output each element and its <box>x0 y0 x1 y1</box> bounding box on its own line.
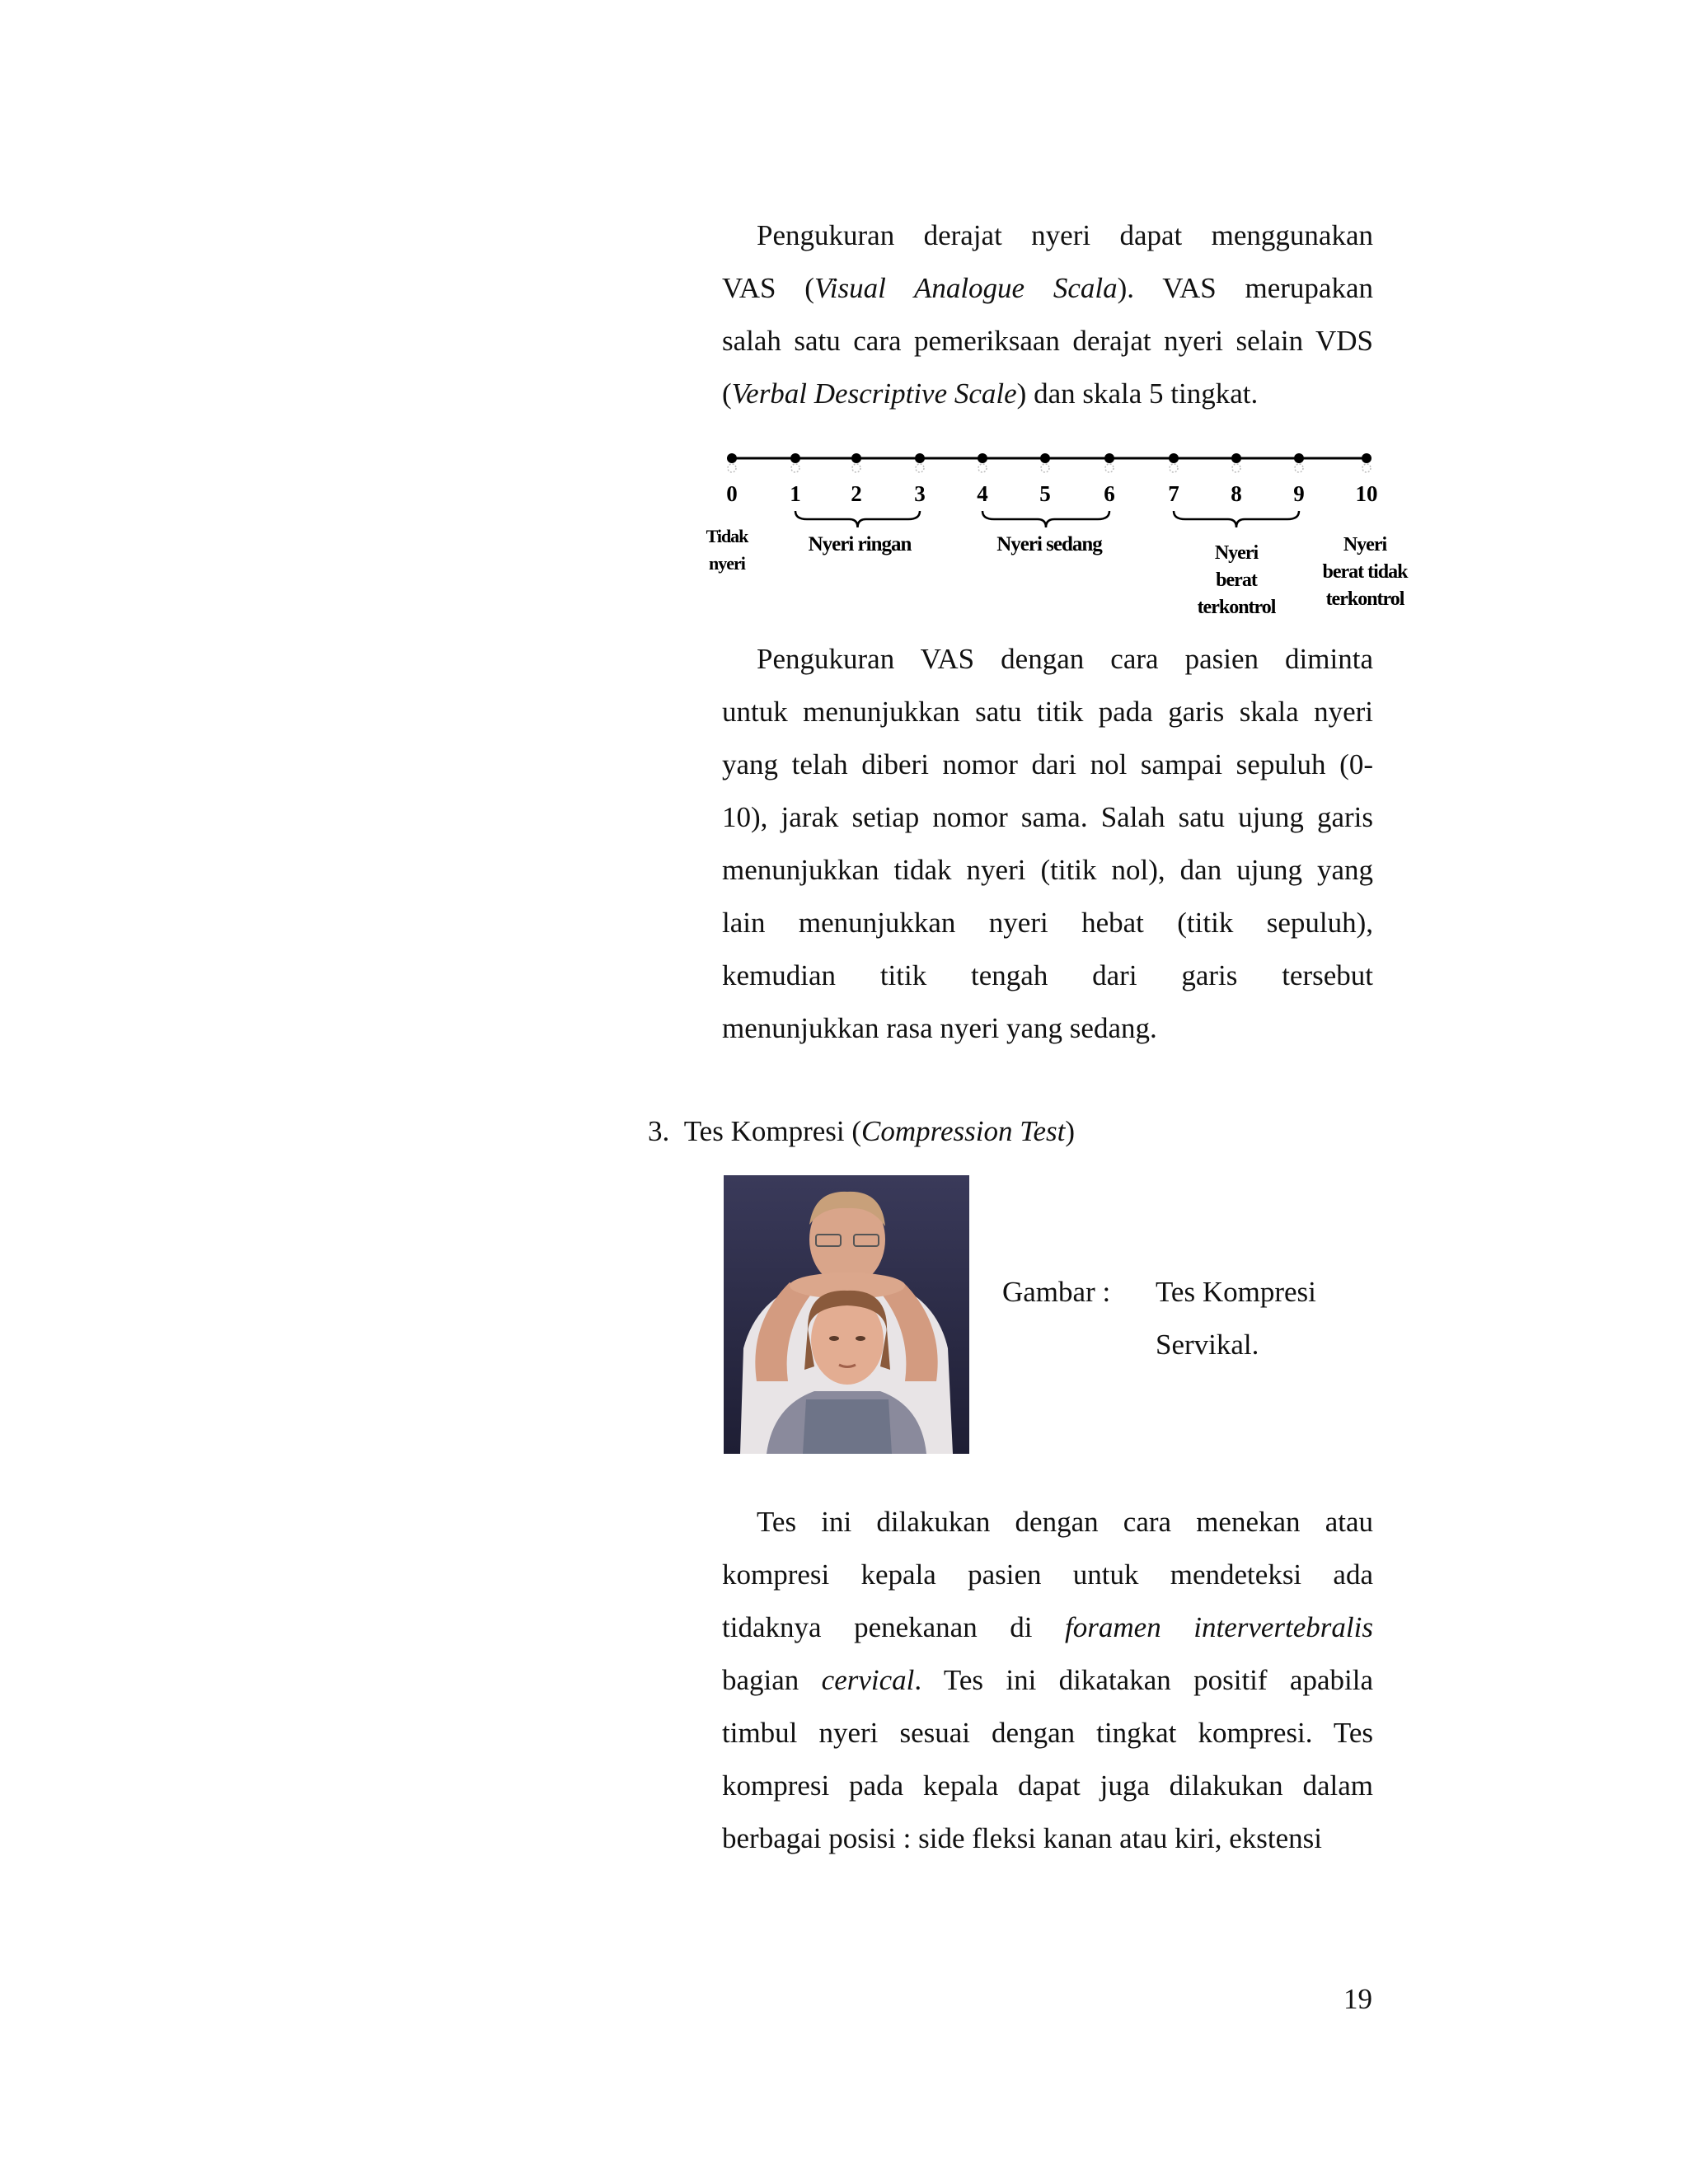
figure-caption-line2: Servikal. <box>1156 1329 1259 1361</box>
scale-point <box>851 453 861 463</box>
scale-point-shadow <box>791 464 799 472</box>
label-severe-uncontrolled: Nyeri <box>1343 534 1387 555</box>
scale-point-shadow <box>1105 464 1114 472</box>
scale-point <box>790 453 800 463</box>
text-line: 10), jarak setiap nomor sama. Salah satu ujung garis <box>722 801 1373 833</box>
label-severe-uncontrolled: terkontrol <box>1325 588 1404 610</box>
scale-point-shadow <box>916 464 924 472</box>
paragraph-compression-test <box>722 1496 1373 1865</box>
text-line: kompresi kepala pasien untuk mendeteksi ada <box>722 1558 1373 1591</box>
figure-label: Gambar : <box>1002 1276 1111 1308</box>
scale-number: 9 <box>1293 481 1305 506</box>
label-no-pain: nyeri <box>709 553 745 574</box>
text-line: Pengukuran VAS dengan cara pasien diminta <box>757 643 1373 675</box>
paragraph-vas-intro <box>722 209 1373 420</box>
section-title-end: ) <box>1065 1115 1076 1147</box>
label-no-pain: Tidak <box>706 526 748 546</box>
text-line: bagian cervical. Tes ini dikatakan positif apabila <box>722 1664 1373 1696</box>
figure-caption-line1: Tes Kompresi <box>1156 1276 1316 1308</box>
scale-point-shadow <box>1232 464 1240 472</box>
text-line: timbul nyeri sesuai dengan tingkat kompresi. Tes <box>722 1717 1373 1749</box>
text-line: yang telah diberi nomor dari nol sampai sepuluh (0- <box>722 748 1373 780</box>
scale-point-shadow <box>1170 464 1178 472</box>
scale-number: 5 <box>1039 481 1051 506</box>
scale-number: 0 <box>726 481 738 506</box>
italic-term: cervical <box>821 1664 915 1696</box>
italic-term: Visual Analogue Scala <box>814 272 1118 304</box>
text-line: menunjukkan tidak nyeri (titik nol), dan ujung yang <box>722 854 1373 886</box>
scale-point <box>978 453 987 463</box>
brace-mild <box>795 511 920 527</box>
brace-moderate <box>982 511 1109 527</box>
scale-point <box>1040 453 1050 463</box>
label-severe-controlled: berat <box>1216 569 1257 591</box>
text-line: kompresi pada kepala dapat juga dilakukan dalam <box>722 1769 1373 1802</box>
scale-point-shadow <box>1362 464 1371 472</box>
compression-test-photo <box>724 1175 969 1454</box>
paragraph-vas-method <box>722 633 1373 1055</box>
scale-number: 4 <box>977 481 988 506</box>
italic-term: foramen intervertebralis <box>1065 1611 1373 1643</box>
page-number: 19 <box>1343 1983 1372 2015</box>
scale-point <box>1362 453 1372 463</box>
scale-point <box>1169 453 1179 463</box>
text-line: VAS (Visual Analogue Scala). VAS merupakan <box>722 272 1373 304</box>
scale-point <box>1231 453 1241 463</box>
compression-test-illustration <box>724 1175 969 1454</box>
label-severe-uncontrolled: berat tidak <box>1322 561 1408 583</box>
section-title-italic: Compression Test <box>861 1115 1066 1147</box>
text-line: salah satu cara pemeriksaan derajat nyeri selain VDS <box>722 325 1373 357</box>
scale-number: 1 <box>790 481 801 506</box>
text-line: tidaknya penekanan di foramen intervertebralis <box>722 1611 1373 1643</box>
scale-number: 3 <box>914 481 926 506</box>
scale-point-shadow <box>728 464 736 472</box>
scale-point-shadow <box>1295 464 1303 472</box>
scale-number: 8 <box>1231 481 1242 506</box>
vas-pain-scale <box>699 445 1424 626</box>
text-line: berbagai posisi : side fleksi kanan atau kiri, ekstensi <box>722 1822 1323 1854</box>
text-line: Tes ini dilakukan dengan cara menekan atau <box>757 1506 1373 1538</box>
scale-number: 7 <box>1168 481 1179 506</box>
brace-severe-controlled <box>1174 511 1299 527</box>
scale-point-shadow <box>1041 464 1049 472</box>
section-number: 3. <box>648 1115 670 1147</box>
scale-number: 2 <box>851 481 862 506</box>
section-heading <box>648 1111 1075 1152</box>
italic-term: Verbal Descriptive Scale <box>731 377 1017 410</box>
text-line: untuk menunjukkan satu titik pada garis skala nyeri <box>722 696 1373 728</box>
scale-number: 10 <box>1355 481 1378 506</box>
scale-number: 6 <box>1104 481 1115 506</box>
text-line: (Verbal Descriptive Scale) dan skala 5 tingkat. <box>722 377 1259 410</box>
text-line: Pengukuran derajat nyeri dapat menggunakan <box>757 219 1373 251</box>
scale-point <box>727 453 737 463</box>
scale-point <box>915 453 925 463</box>
label-severe-controlled: Nyeri <box>1214 542 1259 564</box>
scale-point <box>1294 453 1304 463</box>
label-mild-pain: Nyeri ringan <box>808 533 912 555</box>
text-line: lain menunjukkan nyeri hebat (titik sepuluh), <box>722 907 1373 939</box>
scale-point <box>1104 453 1114 463</box>
section-title-start: Tes Kompresi ( <box>683 1115 862 1147</box>
scale-point-shadow <box>852 464 860 472</box>
label-severe-controlled: terkontrol <box>1197 597 1276 618</box>
scale-point-shadow <box>978 464 987 472</box>
text-line: kemudian titik tengah dari garis tersebut <box>722 959 1373 991</box>
label-moderate-pain: Nyeri sedang <box>996 533 1102 555</box>
text-line: menunjukkan rasa nyeri yang sedang. <box>722 1012 1157 1044</box>
